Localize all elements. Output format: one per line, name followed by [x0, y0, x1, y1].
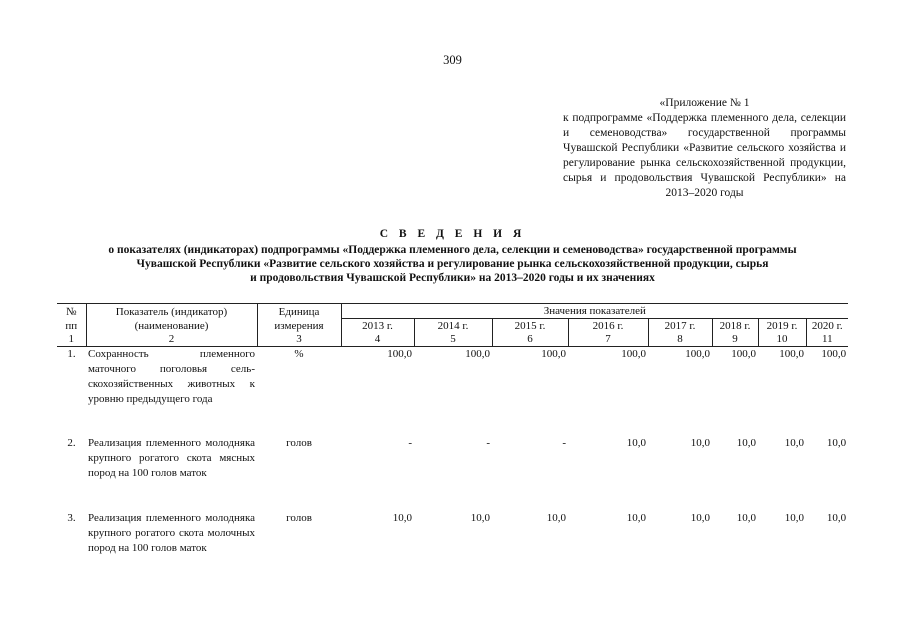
- column-header-year: 2014 г.: [414, 319, 492, 334]
- value-cell: 100,0: [731, 348, 756, 360]
- value-cell: 100,0: [465, 348, 490, 360]
- document-heading: [0, 227, 905, 285]
- value-cell: 10,0: [826, 511, 847, 524]
- indicator-name: Реализация племенного молодняка крупного рогатого скота мясных пород на 100 голов маток: [88, 436, 255, 479]
- value-cell: -: [408, 436, 412, 449]
- column-number: 7: [568, 333, 648, 347]
- value-cell: 10,0: [826, 436, 847, 449]
- row-number: 3.: [67, 511, 76, 524]
- column-number: 6: [492, 333, 568, 347]
- column-number: 4: [341, 333, 414, 347]
- value-cell: 100,0: [387, 348, 412, 360]
- value-cell: 100,0: [621, 348, 646, 360]
- column-header-year: 2019 г.: [758, 319, 806, 334]
- column-header-indicator: Показатель (индикатор) (наименование): [86, 304, 257, 334]
- value-cell: 10,0: [626, 436, 646, 449]
- value-cell: 100,0: [779, 348, 804, 360]
- table-row: [57, 347, 848, 436]
- appendix-title: «Приложение № 1: [659, 97, 750, 109]
- value-cell: 10,0: [736, 436, 756, 449]
- value-cell: 10,0: [736, 511, 756, 524]
- unit-cell: %: [294, 348, 304, 360]
- value-cell: 100,0: [685, 348, 710, 360]
- appendix-text: к подпрограмме «Поддержка племенного дела, селекции и семеноводства» государственной программы Чувашской Республики «Развитие сельского хозяйства и регулирование рынка сельскохозяйственной продукции, сырья и продовольствия Чувашской Республики» на 2013–2020 годы: [563, 112, 846, 199]
- row-number: 1.: [67, 348, 76, 360]
- value-cell: 10,0: [784, 436, 804, 449]
- heading-title: С В Е Д Е Н И Я: [379, 228, 526, 240]
- value-cell: 10,0: [690, 436, 710, 449]
- column-number: 11: [806, 333, 848, 347]
- value-cell: -: [562, 436, 566, 449]
- heading-line-3: и продовольствия Чувашской Республики» на 2013–2020 годы и их значениях: [250, 272, 655, 284]
- column-header-year: 2017 г.: [648, 319, 712, 334]
- value-cell: 100,0: [541, 348, 566, 360]
- column-header-year: 2015 г.: [492, 319, 568, 334]
- column-number-row: [57, 333, 848, 347]
- value-cell: 10,0: [470, 511, 490, 524]
- column-header-year: 2018 г.: [712, 319, 758, 334]
- column-header-number: № пп: [57, 304, 86, 334]
- page-number: 309: [443, 53, 462, 67]
- column-number: 3: [257, 333, 341, 347]
- column-number: 1: [57, 333, 86, 347]
- value-cell: 10,0: [546, 511, 566, 524]
- table-row: [57, 511, 848, 573]
- column-header-year: 2016 г.: [568, 319, 648, 334]
- value-cell: 10,0: [392, 511, 412, 524]
- value-cell: 100,0: [821, 348, 847, 360]
- unit-cell: голов: [286, 511, 312, 524]
- column-number: 10: [758, 333, 806, 347]
- unit-cell: голов: [286, 436, 312, 449]
- value-cell: 10,0: [690, 511, 710, 524]
- heading-line-1: о показателях (индикаторах) подпрограммы «Поддержка племенного дела, селекции и семеноводства» государственной программы: [108, 244, 797, 256]
- indicator-name: Реализация племенного молодняка крупного рогатого скота молочных пород на 100 голов маток: [88, 511, 255, 554]
- column-header-values-group: Значения показателей: [341, 304, 848, 319]
- column-number: 9: [712, 333, 758, 347]
- value-cell: 10,0: [626, 511, 646, 524]
- column-number: 2: [86, 333, 257, 347]
- column-header-year: 2020 г.: [806, 319, 848, 334]
- value-cell: 10,0: [784, 511, 804, 524]
- indicator-name: Сохранность племенного маточного поголовья сельскохозяйственных животных к уровню предыдущего года: [88, 348, 255, 405]
- value-cell: -: [486, 436, 490, 449]
- column-header-year: 2013 г.: [341, 319, 414, 334]
- row-number: 2.: [67, 436, 76, 449]
- heading-line-2: Чувашской Республики «Развитие сельского хозяйства и регулирование рынка сельскохозяйственной продукции, сырья: [136, 258, 769, 270]
- appendix-note: [563, 96, 846, 201]
- table-row: [57, 436, 848, 511]
- column-header-unit: Единица измерения: [257, 304, 341, 334]
- column-number: 8: [648, 333, 712, 347]
- indicators-table: [57, 303, 848, 573]
- column-number: 5: [414, 333, 492, 347]
